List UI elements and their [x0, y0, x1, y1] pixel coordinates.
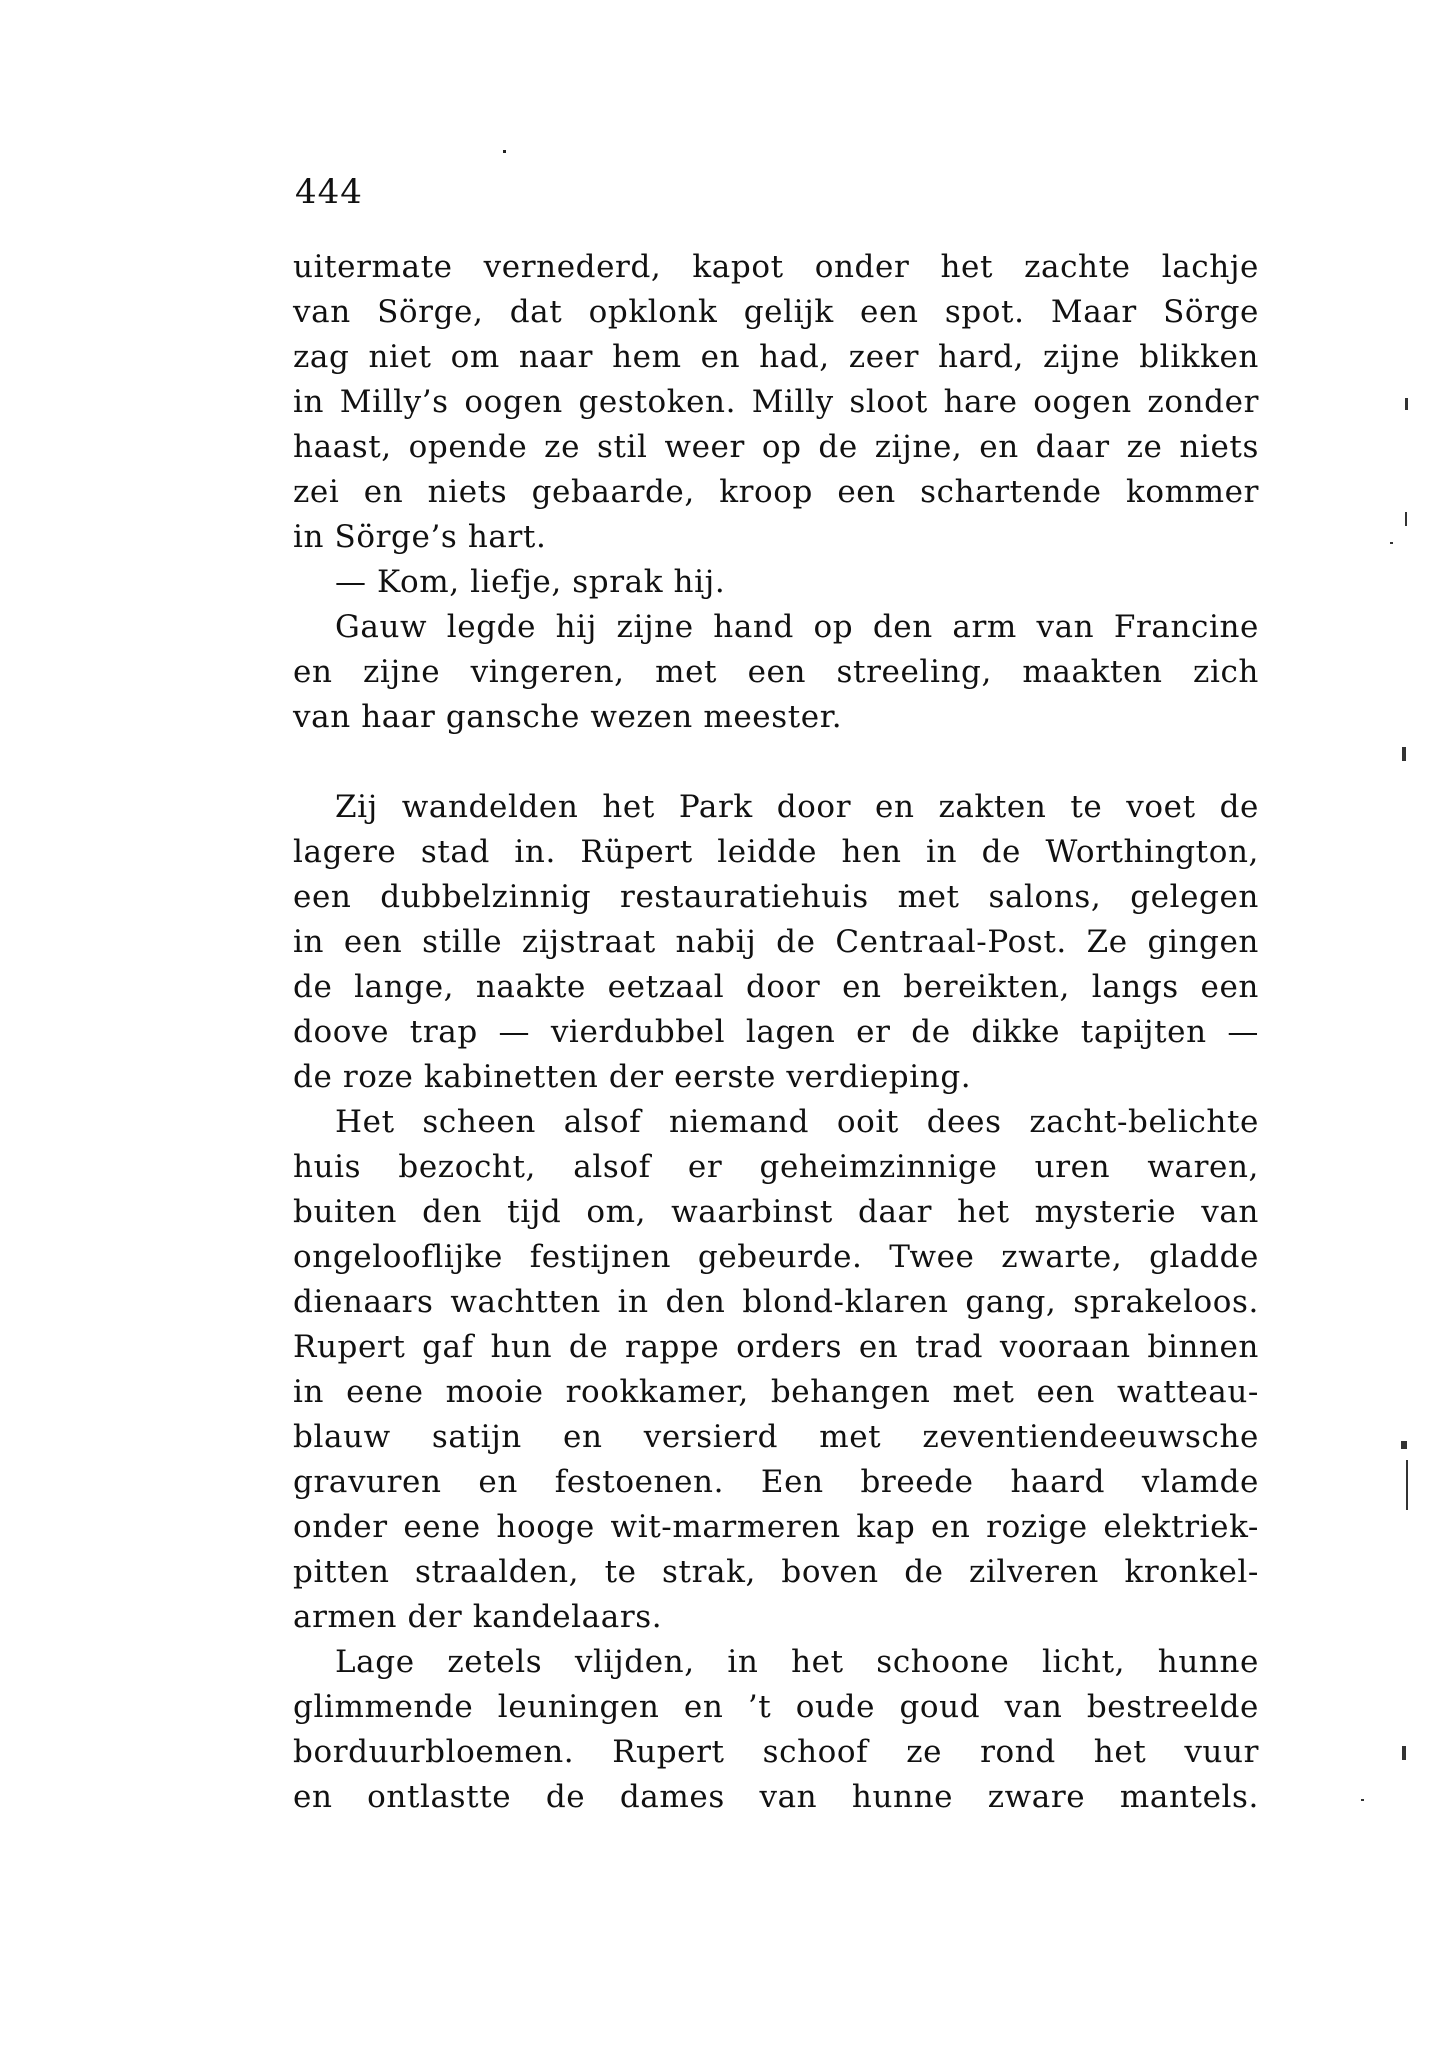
text-line: — Kom, liefje, sprak hij. [335, 564, 726, 600]
text-line: in Sörge’s hart. [293, 519, 547, 555]
scan-speck [503, 150, 506, 153]
text-line: pitten straalden, te strak, boven de zilveren kronkel- [293, 1554, 1259, 1590]
text-line: blauw satijn en versierd met zeventiendeeuwsche [293, 1419, 1259, 1455]
paragraph-4 [293, 785, 1259, 1100]
scan-artifact [1406, 1460, 1408, 1510]
text-line: onder eene hooge wit-marmeren kap en rozige elektriek- [293, 1509, 1259, 1545]
text-line: lagere stad in. Rüpert leidde hen in de Worthington, [293, 834, 1259, 870]
paragraph-1 [293, 245, 1259, 560]
text-line: huis bezocht, alsof er geheimzinnige uren waren, [293, 1149, 1259, 1185]
text-line: buiten den tijd om, waarbinst daar het mysterie van [293, 1194, 1259, 1230]
paragraph-3 [293, 605, 1259, 740]
text-line: uitermate vernederd, kapot onder het zachte lachje [293, 249, 1259, 285]
scan-artifact [1405, 398, 1408, 410]
text-line: zag niet om naar hem en had, zeer hard, zijne blikken [293, 339, 1259, 375]
text-line: Het scheen alsof niemand ooit dees zacht-belichte [335, 1104, 1259, 1140]
text-line: armen der kandelaars. [293, 1599, 663, 1635]
text-line: de lange, naakte eetzaal door en bereikten, langs een [293, 969, 1259, 1005]
text-line: Rupert gaf hun de rappe orders en trad vooraan binnen [293, 1329, 1259, 1365]
text-line: en ontlastte de dames van hunne zware mantels. [293, 1779, 1259, 1815]
text-line: zei en niets gebaarde, kroop een schartende kommer [293, 474, 1259, 510]
section-break [293, 740, 1259, 785]
text-line: in een stille zijstraat nabij de Centraal-Post. Ze gingen [293, 924, 1259, 960]
text-line: gravuren en festoenen. Een breede haard vlamde [293, 1464, 1259, 1500]
text-line: doove trap — vierdubbel lagen er de dikke tapijten — [293, 1014, 1259, 1050]
text-line: van haar gansche wezen meester. [293, 699, 843, 735]
text-line: borduurbloemen. Rupert schoof ze rond het vuur [293, 1734, 1259, 1770]
text-line: ongelooflijke festijnen gebeurde. Twee zwarte, gladde [293, 1239, 1259, 1275]
text-line: een dubbelzinnig restauratiehuis met salons, gelegen [293, 879, 1259, 915]
text-line: haast, opende ze stil weer op de zijne, en daar ze niets [293, 429, 1259, 465]
body-text [293, 245, 1259, 1820]
text-line: dienaars wachtten in den blond-klaren gang, sprakeloos. [293, 1284, 1259, 1320]
page-number: 444 [295, 172, 363, 212]
paragraph-5 [293, 1100, 1259, 1640]
text-line: Gauw legde hij zijne hand op den arm van Francine [335, 609, 1259, 645]
scan-artifact [1390, 542, 1393, 544]
text-line: in Milly’s oogen gestoken. Milly sloot hare oogen zonder [293, 384, 1259, 420]
text-line: Zij wandelden het Park door en zakten te voet de [335, 789, 1259, 825]
scan-artifact [1402, 1746, 1406, 1760]
text-line: Lage zetels vlijden, in het schoone licht, hunne [335, 1644, 1259, 1680]
text-line: glimmende leuningen en ’t oude goud van bestreelde [293, 1689, 1259, 1725]
scan-artifact [1401, 1441, 1407, 1449]
scan-artifact [1402, 747, 1406, 761]
scan-artifact [1361, 1799, 1364, 1801]
scan-artifact [1405, 512, 1407, 526]
paragraph-6 [293, 1640, 1259, 1820]
text-line: de roze kabinetten der eerste verdieping. [293, 1059, 972, 1095]
text-line: van Sörge, dat opklonk gelijk een spot. Maar Sörge [293, 294, 1259, 330]
paragraph-2-dialogue [293, 560, 1259, 605]
text-line: en zijne vingeren, met een streeling, maakten zich [293, 654, 1259, 690]
text-line: in eene mooie rookkamer, behangen met een watteau- [293, 1374, 1259, 1410]
